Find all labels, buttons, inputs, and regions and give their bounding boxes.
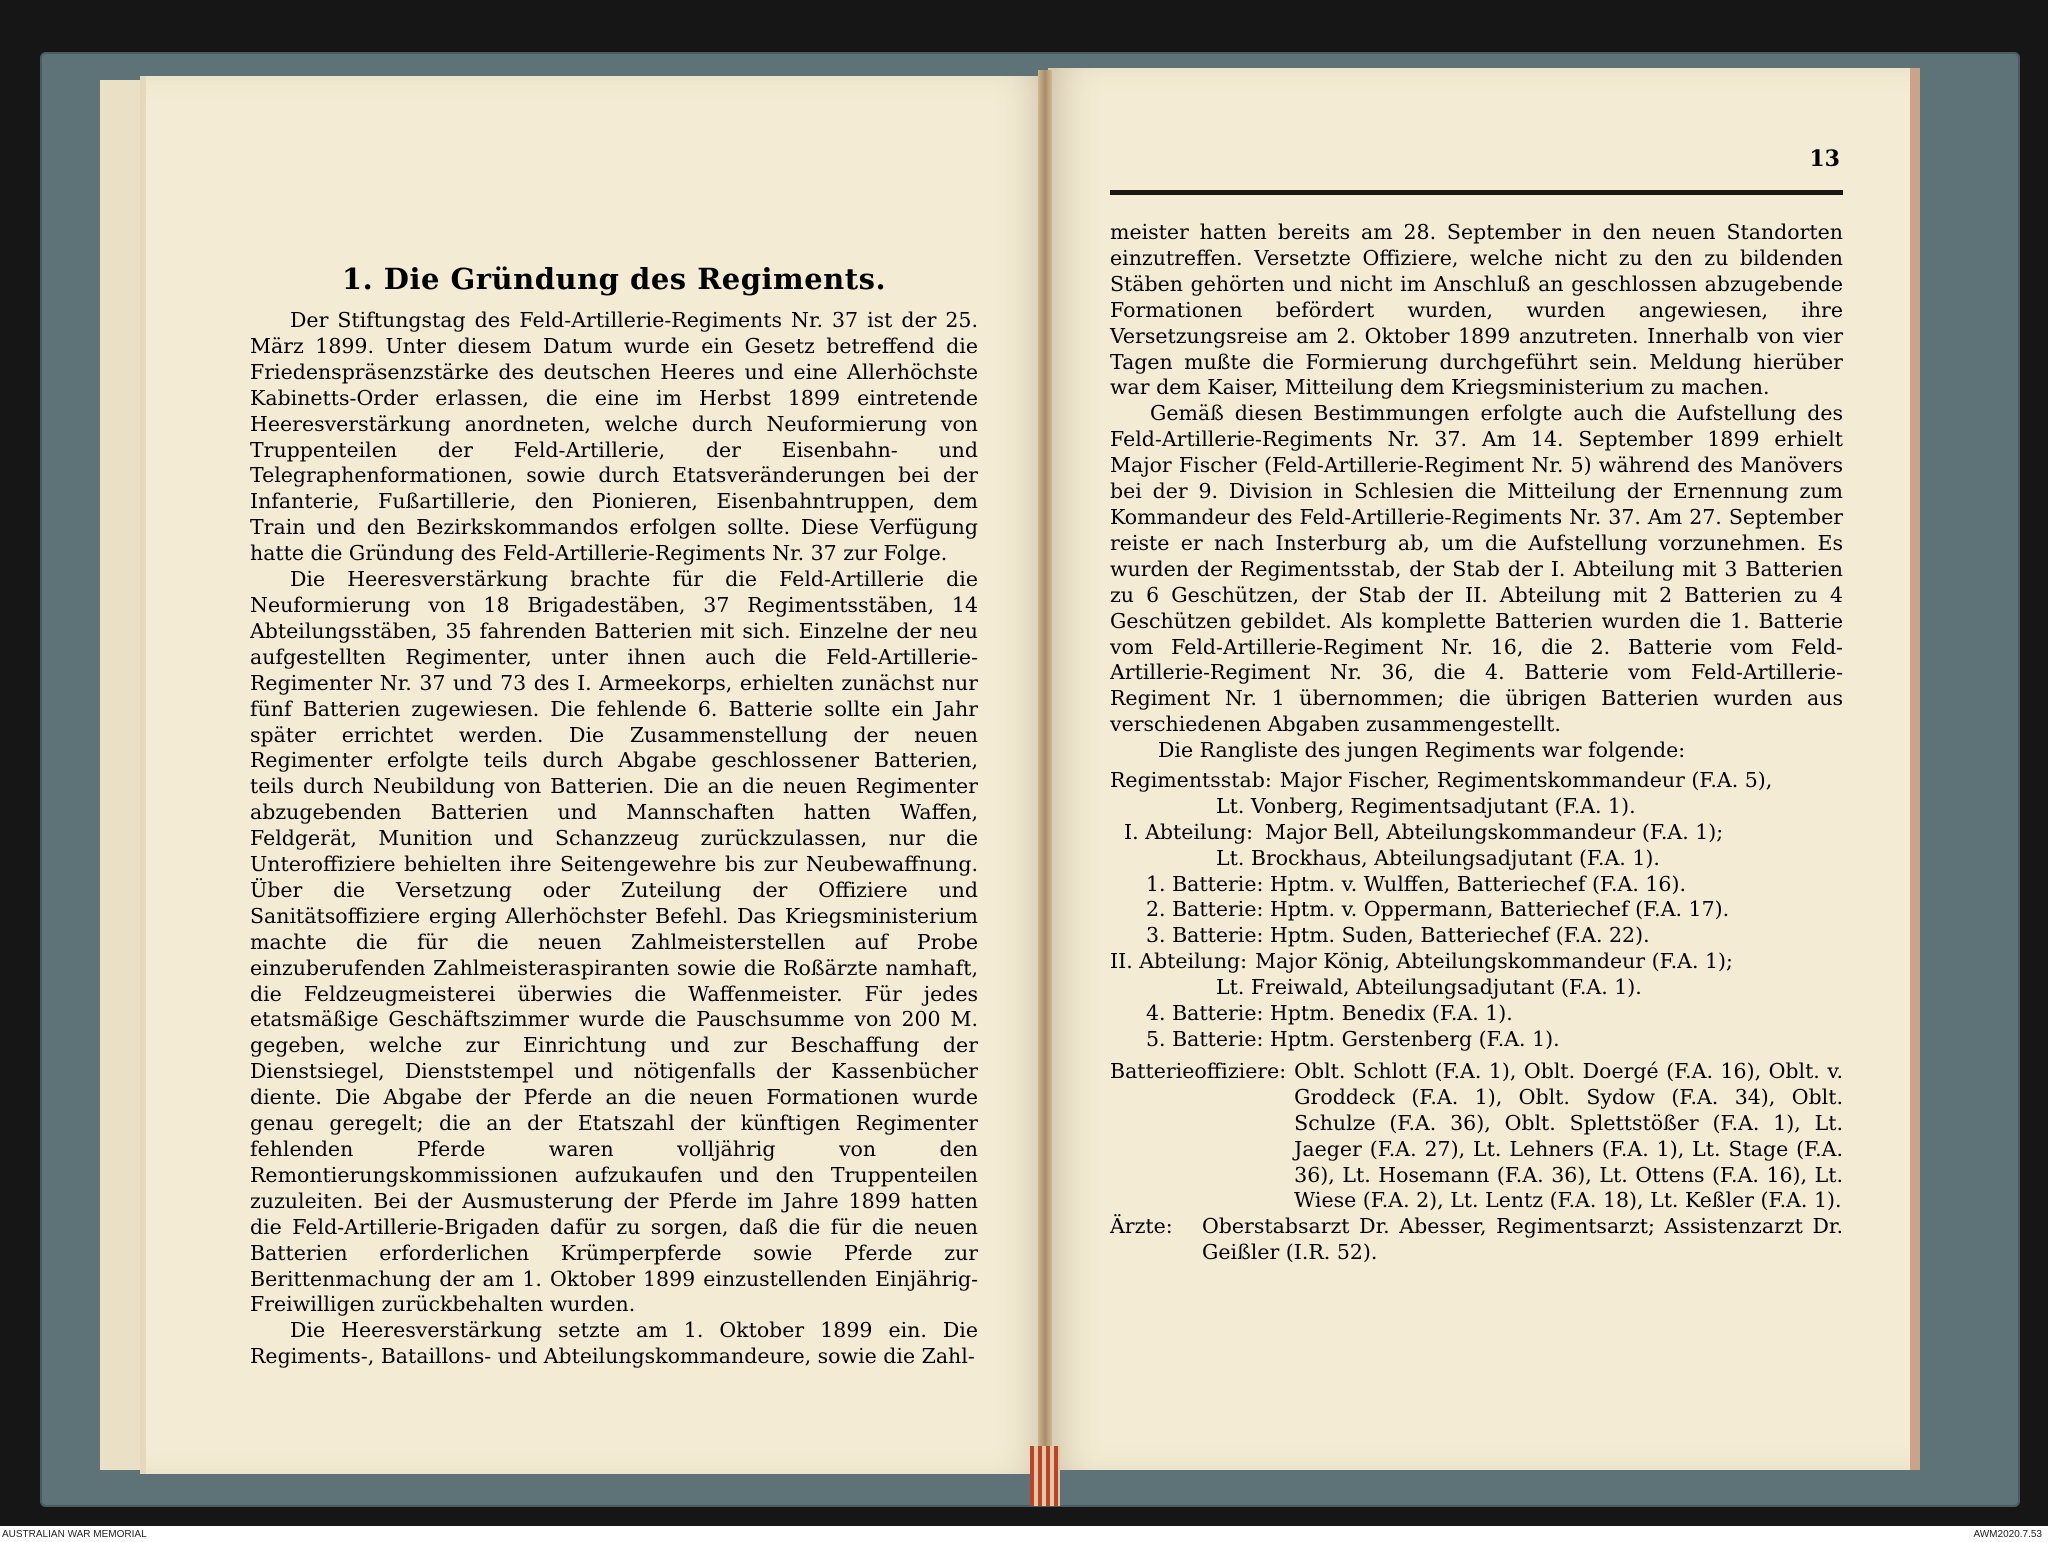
- battery-row: 1. Batterie: Hptm. v. Wulffen, Batteriechef (F.A. 16).: [1146, 871, 1686, 896]
- row-value: Major König, Abteilungskommandeur (F.A. 1);: [1255, 949, 1733, 974]
- chapter-title: 1. Die Gründung des Regiments.: [341, 262, 887, 296]
- abteilung-2-row: [1110, 949, 1843, 975]
- row-label: II. Abteilung:: [1110, 949, 1248, 974]
- page-number: 13: [1809, 146, 1840, 172]
- row-label: I. Abteilung:: [1124, 819, 1253, 844]
- paragraph: meister hatten bereits am 28. September in den neuen Standorten einzutreffen. Versetzte Offiziere, welche nicht zu den zu bildenden Stäben gehörten und nicht im Anschluß an geschlossen abzugebende Formationen befördert wurden, wurden angewiesen, ihre Versetzungsreise am 2. Oktober 1899 anzutreten. Innerhalb von vier Tagen mußte die Formierung durchgeführt sein. Meldung hierüber war dem Kaiser, Mitteilung dem Kriegsministerium zu machen.: [1110, 220, 1843, 400]
- battery-row: 4. Batterie: Hptm. Benedix (F.A. 1).: [1146, 1001, 1513, 1026]
- paragraph: Die Heeresverstärkung setzte am 1. Oktober 1899 ein. Die Regiments-, Bataillons- und Abteilungskommandeure, sowie die Zahl-: [250, 1318, 978, 1369]
- paragraph: Gemäß diesen Bestimmungen erfolgte auch die Aufstellung des Feld-Artillerie-Regiments Nr. 37. Am 14. September 1899 erhielt Major Fischer (Feld-Artillerie-Regiment Nr. 5) während des Manövers bei der 9. Division in Schlesien die Mitteilung der Ernennung zum Kommandeur des Feld-Artillerie-Regiments Nr. 37. Am 27. September reiste er nach Insterburg ab, um die Aufstellung vorzunehmen. Es wurden der Regimentsstab, der Stab der I. Abteilung mit 3 Batterien zu 6 Geschützen, der Stab der II. Abteilung mit 2 Batterien zu 4 Geschützen gebildet. Als komplette Batterien wurden die 1. Batterie vom Feld-Artillerie-Regiment Nr. 16, die 2. Batterie vom Feld-Artillerie-Regiment Nr. 36, die 4. Batterie vom Feld-Artillerie-Regiment Nr. 1 übernommen; die übrigen Batterien wurden aus verschiedenen Abgaben zusammengestellt.: [1110, 401, 1843, 737]
- book-gutter: [1038, 70, 1052, 1472]
- abteilung-1-row: [1110, 820, 1843, 846]
- row-continuation: Lt. Brockhaus, Abteilungsadjutant (F.A. 1).: [1216, 845, 1660, 870]
- row-label: Regimentsstab:: [1110, 767, 1272, 792]
- footer-reference-id: AWM2020.7.53: [1973, 1529, 2042, 1540]
- row-value: Oberstabsarzt Dr. Abesser, Regimentsarzt; Assistenzarzt Dr. Geißler (I.R. 52).: [1202, 1214, 1843, 1265]
- row-label: Ärzte:: [1110, 1214, 1173, 1239]
- row-value: Major Fischer, Regimentskommandeur (F.A. 5),: [1279, 767, 1773, 792]
- paragraph: Die Heeresverstärkung brachte für die Feld-Artillerie die Neuformierung von 18 Brigadestäben, 37 Regimentsstäben, 14 Abteilungsstäben, 35 fahrenden Batterien mit sich. Einzelne der neu aufgestellten Regimenter, unter ihnen auch die Feld-Artillerie-Regimenter Nr. 37 und 73 des I. Armeekorps, erhielten zunächst nur fünf Batterien zugewiesen. Die fehlende 6. Batterie sollte ein Jahr später errichtet werden. Die Zusammenstellung der neuen Regimenter erfolgte teils durch Abgabe geschlossener Batterien, teils durch Neubildung von Batterien. Die an die neuen Regimenter abzugebenden Batterien und Mannschaften hatten Waffen, Feldgerät, Munition und Schanzzeug zurückzulassen, nur die Unteroffiziere behielten ihre Seitengewehre bis zur Neubewaffnung. Über die Versetzung oder Zuteilung der Offiziere und Sanitätsoffiziere erging Allerhöchster Befehl. Das Kriegsministerium machte die für die neuen Zahlmeisterstellen auf Probe einzuberufenden Zahlmeisteraspiranten sowie die Roßärzte namhaft, die Feldzeugmeisterei überwies die Waffenmeister. Für jedes etatsmäßige Geschäftszimmer wurde die Pauschsumme von 200 M. gegeben, welche zur Einrichtung und zur Beschaffung der Dienstsiegel, Dienststempel und nötigenfalls der Kassenbücher diente. Die Abgabe der Pferde an die neuen Formationen wurde genau geregelt; die an der Etatszahl der künftigen Regimenter fehlenden Pferde waren volljährig von den Remontierungskommissionen aufzukaufen und den Truppenteilen zuzuleiten. Bei der Ausmusterung der Pferde im Jahre 1899 hatten die Feld-Artillerie-Brigaden dafür zu sorgen, daß die für die neuen Batterien erforderlichen Krümperpferde sowie Pferde zur Berittenmachung der am 1. Oktober 1899 einzustellenden Einjährig-Freiwilligen zurückbehalten wurden.: [250, 567, 978, 1317]
- right-page-text: [1110, 220, 1843, 738]
- regimentsstab-row: [1110, 768, 1843, 794]
- left-page-text: [250, 308, 978, 1370]
- row-value: Oblt. Schlott (F.A. 1), Oblt. Doergé (F.A. 16), Oblt. v. Groddeck (F.A. 1), Oblt. Sydow (F.A. 34), Oblt. Schulze (F.A. 36), Oblt. Splettstößer (F.A. 1), Lt. Jaeger (F.A. 27), Lt. Lehners (F.A. 1), Lt. Stage (F.A. 36), Lt. Hosemann (F.A. 36), Lt. Ottens (F.A. 16), Lt. Wiese (F.A. 2), Lt. Lentz (F.A. 18), Lt. Keßler (F.A. 1).: [1294, 1058, 1843, 1213]
- headband: [1030, 1446, 1060, 1506]
- row-label: Batterieoffiziere:: [1110, 1058, 1287, 1083]
- row-continuation: Lt. Freiwald, Abteilungsadjutant (F.A. 1).: [1216, 975, 1642, 1000]
- battery-row: 5. Batterie: Hptm. Gerstenberg (F.A. 1).: [1146, 1026, 1560, 1051]
- header-rule: [1110, 190, 1843, 195]
- footer-archive-name: AUSTRALIAN WAR MEMORIAL: [2, 1529, 147, 1540]
- rank-list: [1110, 738, 1843, 1266]
- row-value: Major Bell, Abteilungskommandeur (F.A. 1);: [1264, 819, 1724, 844]
- rank-list-intro: Die Rangliste des jungen Regiments war folgende:: [1158, 738, 1686, 762]
- batterieoffiziere-row: [1110, 1059, 1843, 1214]
- row-continuation: Lt. Vonberg, Regimentsadjutant (F.A. 1).: [1216, 793, 1636, 818]
- aerzte-row: [1110, 1214, 1843, 1266]
- battery-row: 3. Batterie: Hptm. Suden, Batteriechef (F.A. 22).: [1146, 923, 1650, 948]
- battery-row: 2. Batterie: Hptm. v. Oppermann, Batteriechef (F.A. 17).: [1146, 897, 1730, 922]
- paragraph: Der Stiftungstag des Feld-Artillerie-Regiments Nr. 37 ist der 25. März 1899. Unter diesem Datum wurde ein Gesetz betreffend die Friedenspräsenzstärke des deutschen Heeres und eine Allerhöchste Kabinetts-Order erlassen, die eine im Herbst 1899 eintretende Heeresverstärkung anordneten, welche durch Neuformierung von Truppenteilen der Feld-Artillerie, der Eisenbahn- und Telegraphenformationen, sowie durch Etatsveränderungen bei der Infanterie, Fußartillerie, den Pionieren, Eisenbahntruppen, dem Train und den Bezirkskommandos erfolgen sollte. Diese Verfügung hatte die Gründung des Feld-Artillerie-Regiments Nr. 37 zur Folge.: [250, 308, 978, 566]
